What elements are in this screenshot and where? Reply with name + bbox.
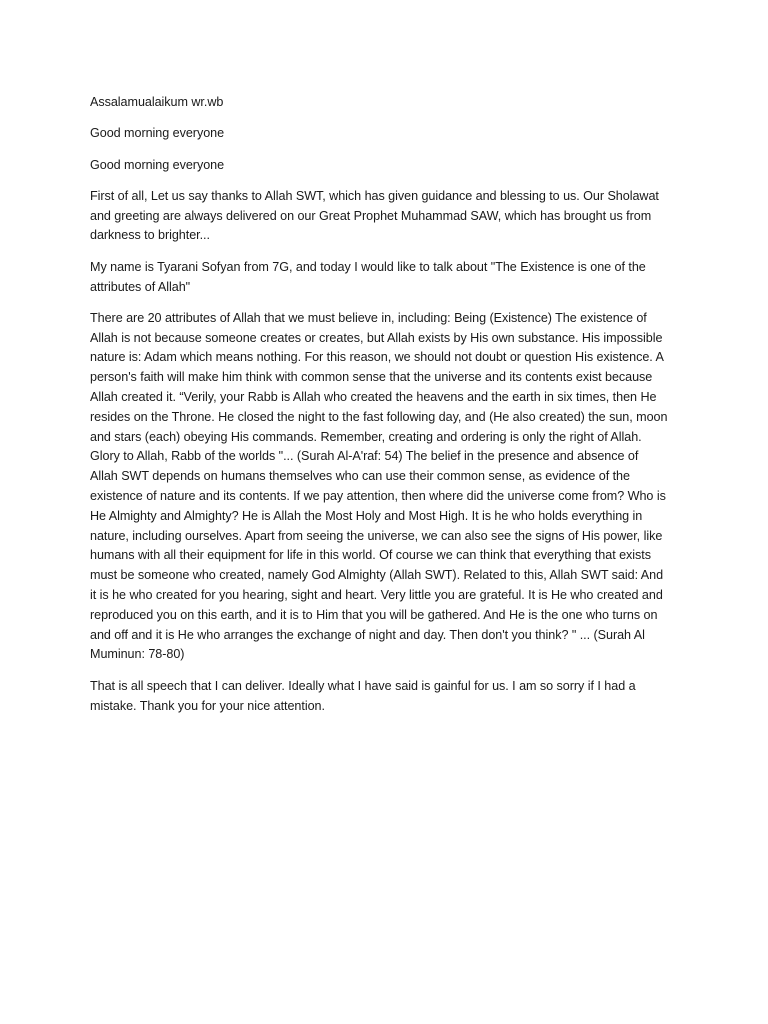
main-body-paragraph: There are 20 attributes of Allah that we must believe in, including: Being (Existence) The existence of Allah is not because someone creates or creates, but Allah exists by His own substance. His impossible nature is: Adam which means nothing. For this reason, we should not doubt or question His existence. A person's faith will make him think with common sense that the universe and its contents exist because Allah created it. “Verily, your Rabb is Allah who created the heavens and the earth in six times, then He resides on the Throne. He closed the night to the fast following day, and (He also created) the sun, moon and stars (each) obeying His commands. Remember, creating and ordering is only the right of Allah. Glory to Allah, Rabb of the worlds "... (Surah Al-A'raf: 54) The belief in the presence and absence of Allah SWT depends on humans themselves who can use their common sense, as evidence of the existence of nature and its contents. If we pay attention, then where did the universe come from? Who is He Almighty and Almighty? He is Allah the Most Holy and Most High. It is he who holds everything in nature, including ourselves. Apart from seeing the universe, we can also see the signs of His power, like humans with all their equipment for life in this world. Of course we can think that everything that exists must be someone who created, namely God Almighty (Allah SWT). Related to this, Allah SWT said: And it is he who created for you hearing, sight and heart. Very little you are grateful. It is He who created and reproduced you on this earth, and it is to Him that you will be gathered. And He is the one who turns on and off and it is He who arranges the exchange of night and day. Then don't you think? " ... (Surah Al Muminun: 78-80) — [90, 310, 668, 662]
good-morning-paragraph: Good morning everyone — [90, 157, 225, 172]
introduction-paragraph: My name is Tyarani Sofyan from 7G, and today I would like to talk about "The Existence is one of the attributes of Allah" — [90, 259, 646, 294]
opening-thanks-paragraph: First of all, Let us say thanks to Allah SWT, which has given guidance and blessing to us. Our Sholawat and greeting are always delivered on our Great Prophet Muhammad SAW, which has brought us from darkness to brighter... — [90, 188, 659, 243]
document-page — [90, 93, 668, 728]
closing-paragraph: That is all speech that I can deliver. Ideally what I have said is gainful for us. I am so sorry if I had a mistake. Thank you for your nice attention. — [90, 678, 636, 713]
greeting-paragraph: Assalamualaikum wr.wb — [90, 95, 224, 109]
good-morning-paragraph: Good morning everyone — [90, 126, 225, 141]
